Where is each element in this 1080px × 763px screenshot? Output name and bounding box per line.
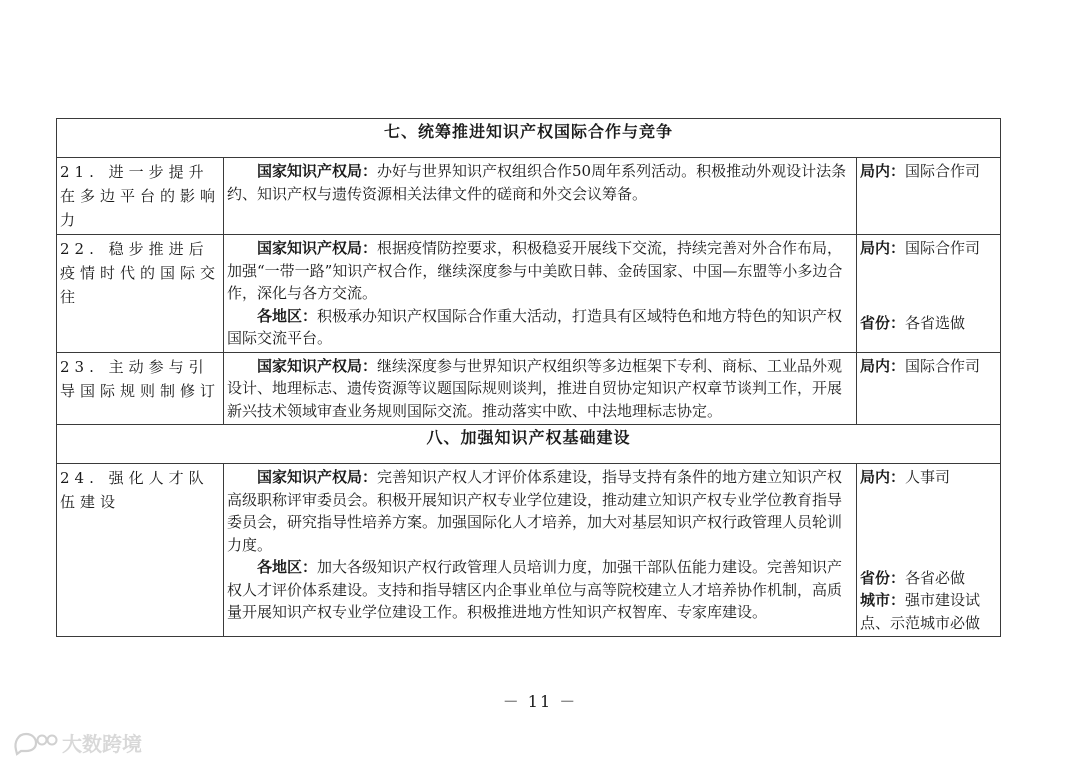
owner-entry: [860, 466, 997, 489]
owner-text: 各省选做: [905, 313, 966, 332]
owner-spacer: [860, 286, 997, 312]
entry-text: 办好与世界知识产权组织合作50周年系列活动。积极推动外观设计法条约、知识产权与遗传资源相关法律文件的磋商和外交会议筹备。: [227, 162, 847, 203]
task-entry: [227, 305, 853, 350]
owner-entry: [860, 237, 997, 260]
task-entry: [227, 466, 853, 556]
section-title: 八、加强知识产权基础建设: [57, 425, 1001, 464]
entry-label: 各地区：: [257, 306, 318, 325]
task-description: [224, 352, 857, 425]
page-number: － 11 －: [502, 692, 578, 711]
owner-label: 局内：: [860, 239, 906, 257]
owner-spacer: [860, 260, 997, 286]
entry-label: 国家知识产权局：: [257, 239, 378, 257]
owner-label: 城市：: [860, 591, 906, 609]
owner-label: 局内：: [860, 468, 906, 486]
task-description: [224, 158, 857, 235]
task-entry: [227, 160, 853, 205]
owner-entry: [860, 355, 997, 378]
owner-label: 省份：: [860, 568, 906, 587]
task-description: [224, 464, 857, 637]
watermark: [12, 728, 142, 757]
entry-text: 继续深度参与世界知识产权组织等多边框架下专利、商标、工业品外观设计、地理标志、遗传资源等议题国际规则谈判，推进自贸协定知识产权章节谈判工作，开展新兴技术领域审查业务规则国际交流。推动落实中欧、中法地理标志协定。: [227, 356, 843, 420]
task-entry: [227, 556, 853, 624]
owner-spacer: [860, 489, 997, 515]
item-title: 23. 主动参与引导国际规则制修订: [57, 352, 224, 425]
table-row: [57, 352, 1001, 425]
table-row: [57, 464, 1001, 637]
entry-text: 完善知识产权人才评价体系建设，指导支持有条件的地方建立知识产权高级职称评审委员会。积极开展知识产权专业学位建设，推动建立知识产权专业学位教育指导委员会，研究指导性培养方案。加强国际化人才培养，加大对基层知识产权行政管理人员轮训力度。: [227, 468, 843, 554]
owner-entry: [860, 567, 997, 590]
chat-bubble-logo-icon: [12, 730, 58, 756]
watermark-text: 大数跨境: [62, 732, 142, 756]
responsible-party: [857, 235, 1001, 353]
entry-label: 国家知识产权局：: [257, 356, 378, 375]
entry-text: 积极承办知识产权国际合作重大活动，打造具有区域特色和地方特色的知识产权国际交流平台。: [227, 306, 843, 347]
section-header-row: [57, 119, 1001, 158]
item-title: 21. 进一步提升在多边平台的影响力: [57, 158, 224, 235]
section-header-row: [57, 425, 1001, 464]
owner-text: 国际合作司: [905, 356, 981, 375]
owner-label: 省份：: [860, 313, 906, 332]
owner-label: 局内：: [860, 356, 906, 375]
responsible-party: [857, 158, 1001, 235]
task-table: [56, 118, 1001, 637]
section-title: 七、统筹推进知识产权国际合作与竞争: [57, 119, 1001, 158]
owner-text: 强市建设试点、示范城市必做: [860, 591, 981, 632]
entry-text: 根据疫情防控要求，积极稳妥开展线下交流，持续完善对外合作布局，加强“一带一路”知识产权合作，继续深度参与中美欧日韩、金砖国家、中国—东盟等小多边合作，深化与各方交流。: [227, 239, 843, 302]
owner-text: 国际合作司: [905, 239, 981, 257]
owner-text: 人事司: [905, 468, 951, 486]
entry-label: 国家知识产权局：: [257, 162, 378, 180]
entry-label: 国家知识产权局：: [257, 468, 378, 486]
responsible-party: [857, 464, 1001, 637]
item-title: 22. 稳步推进后疫情时代的国际交往: [57, 235, 224, 353]
table-row: [57, 235, 1001, 353]
owner-label: 局内：: [860, 162, 906, 180]
owner-entry: [860, 312, 997, 335]
owner-spacer: [860, 515, 997, 541]
owner-entry: [860, 160, 997, 183]
entry-label: 各地区：: [257, 558, 318, 576]
owner-text: 国际合作司: [905, 162, 981, 180]
owner-spacer: [860, 541, 997, 567]
responsible-party: [857, 352, 1001, 425]
task-entry: [227, 355, 853, 423]
owner-text: 各省必做: [905, 568, 966, 587]
task-description: [224, 235, 857, 353]
owner-entry: [860, 589, 997, 634]
task-entry: [227, 237, 853, 305]
table-row: [57, 158, 1001, 235]
item-title: 24. 强化人才队伍建设: [57, 464, 224, 637]
entry-text: 加大各级知识产权行政管理人员培训力度，加强干部队伍能力建设。完善知识产权人才评价体系建设。支持和指导辖区内企事业单位与高等院校建立人才培养协作机制，高质量开展知识产权专业学位建设工作。积极推进地方性知识产权智库、专家库建设。: [227, 558, 843, 621]
